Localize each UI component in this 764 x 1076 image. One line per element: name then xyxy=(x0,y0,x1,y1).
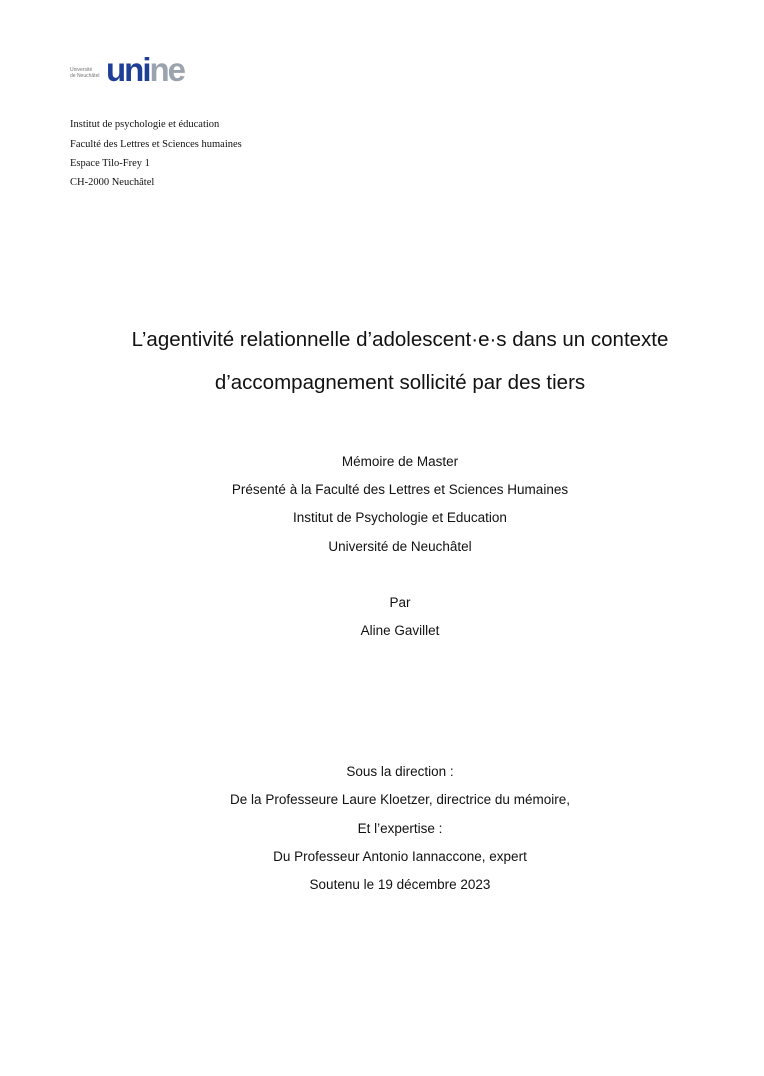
logo-small-line-1: Université xyxy=(70,67,93,73)
director: De la Professeure Laure Kloetzer, directrice du mémoire, xyxy=(230,792,570,807)
logo-word-blue: uni xyxy=(106,51,150,88)
thesis-title-line-2: d’accompagnement sollicité par des tiers xyxy=(214,371,586,394)
defense-date: Soutenu le 19 décembre 2023 xyxy=(309,877,491,892)
thesis-institute: Institut de Psychologie et Education xyxy=(293,510,507,525)
logo-word-grey: ne xyxy=(149,51,184,88)
address-line-4: CH-2000 Neuchâtel xyxy=(70,177,155,188)
author-by: Par xyxy=(389,595,411,610)
address-line-1: Institut de psychologie et éducation xyxy=(70,119,220,130)
thesis-title-line-1: L’agentivité relationnelle d’adolescent·e·s dans un contexte xyxy=(131,328,669,351)
expert: Du Professeur Antonio Iannaccone, expert xyxy=(273,849,527,864)
expertise-label: Et l’expertise : xyxy=(357,821,443,836)
thesis-type: Mémoire de Master xyxy=(341,454,459,469)
logo-small-text xyxy=(70,67,110,79)
address-line-3: Espace Tilo-Frey 1 xyxy=(70,158,150,169)
university-logo xyxy=(70,44,184,110)
direction-label: Sous la direction : xyxy=(346,764,454,779)
thesis-presented: Présenté à la Faculté des Lettres et Sciences Humaines xyxy=(231,482,569,497)
thesis-university: Université de Neuchâtel xyxy=(328,539,472,554)
logo-small-line-2: de Neuchâtel xyxy=(70,73,100,79)
author-name: Aline Gavillet xyxy=(360,623,440,638)
address-line-2: Faculté des Lettres et Sciences humaines xyxy=(70,139,242,150)
logo-wordmark xyxy=(106,50,184,90)
